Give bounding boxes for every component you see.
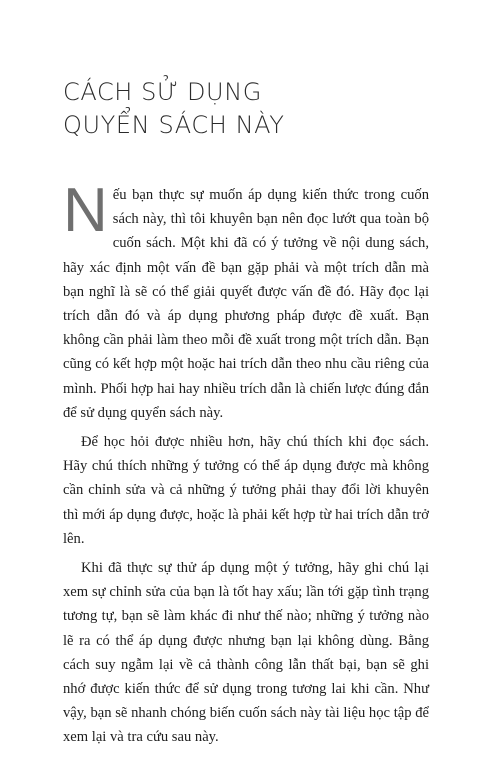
body-text xyxy=(63,176,429,750)
paragraph-1 xyxy=(63,176,429,425)
chapter-title-line-1: CÁCH SỬ DỤNG xyxy=(63,78,262,106)
drop-cap: N xyxy=(63,176,108,245)
paragraph-1-text: ếu bạn thực sự muốn áp dụng kiến thức trong cuốn sách này, thì tôi khuyên bạn nên đọc lướt qua toàn bộ cuốn sách. Một khi đã có ý tưởng về nội dung sách, hãy xác định một vấn đề bạn gặp phải và một trích dẫn mà bạn nghĩ là sẽ có thể giải quyết được vấn đề đó. Hãy đọc lại trích dẫn đó và áp dụng phương pháp được đề xuất. Bạn không cần phải làm theo mỗi đề xuất trong một trích dẫn. Bạn cũng có kết hợp một hoặc hai trích dẫn theo nhu cầu riêng của mình. Phối hợp hai hay nhiều trích dẫn là chiến lược đúng đắn để sử dụng quyển sách này. xyxy=(63,187,429,421)
paragraph-2: Để học hỏi được nhiều hơn, hãy chú thích khi đọc sách. Hãy chú thích những ý tưởng có thể áp dụng được mà không cần chỉnh sửa và cả những ý tưởng phải thay đổi lời khuyên thì mới áp dụng được, hoặc là phải kết hợp từ hai trích dẫn trở lên. xyxy=(63,434,429,547)
chapter-title-line-2: QUYỂN SÁCH NÀY xyxy=(63,111,285,139)
chapter-title xyxy=(63,76,285,142)
paragraph-3: Khi đã thực sự thử áp dụng một ý tưởng, hãy ghi chú lại xem sự chỉnh sửa của bạn là tốt hay xấu; lần tới gặp tình trạng tương tự, bạn sẽ làm khác đi như thế nào; những ý tưởng nào lẽ ra có thể áp dụng được nhưng bạn lại không dùng. Bằng cách suy ngẫm lại về cả thành công lẫn thất bại, bạn sẽ ghi nhớ được kiến thức để sử dụng trong tương lai khi cần. Như vậy, bạn sẽ nhanh chóng biến cuốn sách này tài liệu học tập để xem lại và tra cứu sau này. xyxy=(63,560,429,746)
